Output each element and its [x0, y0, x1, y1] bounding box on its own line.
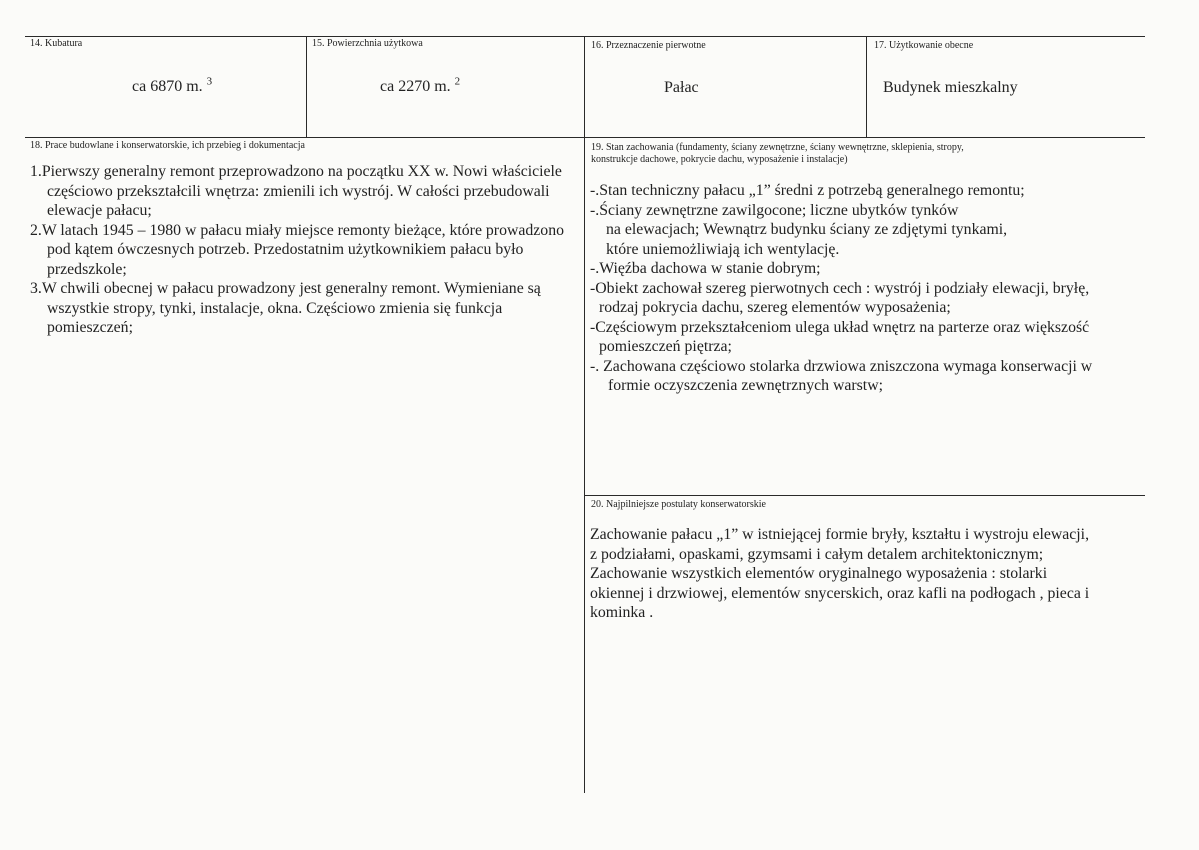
field-20-content — [590, 525, 1140, 623]
field-15-value — [380, 77, 460, 97]
field-18-label: 18. Prace budowlane i konserwatorskie, ich przebieg i dokumentacja — [30, 140, 305, 151]
field-19-line-5: -.Więźba dachowa w stanie dobrym; — [590, 260, 821, 277]
field-14-label: 14. Kubatura — [30, 38, 83, 49]
field-20-line-5: kominka . — [590, 604, 654, 621]
field-14-unit-exponent: 3 — [206, 75, 213, 88]
divider-16-17 — [866, 36, 867, 137]
field-17-label: 17. Użytkowanie obecne — [874, 40, 974, 51]
field-18-item-1: 1.Pierwszy generalny remont przeprowadzono na początku XX w. Nowi właściciele częściowo przekształcili wnętrza: zmienili ich wystrój. W całości przebudowali elewacje pałacu; — [30, 163, 562, 219]
field-19-line-2: -.Ściany zewnętrzne zawilgocone; liczne ubytków tynków — [590, 201, 959, 219]
field-20-label: 20. Najpilniejsze postulaty konserwatorskie — [591, 499, 766, 510]
field-18-content — [30, 162, 565, 338]
field-19-line-9: pomieszczeń piętrza; — [599, 338, 732, 355]
section-20-top-border — [584, 495, 1145, 496]
field-19-line-10: -. Zachowana częściowo stolarka drzwiowa zniszczona wymaga konserwacji w — [590, 357, 1093, 375]
field-19-line-7: rodzaj pokrycia dachu, szereg elementów wyposażenia; — [599, 299, 951, 316]
field-19-line-6: -Obiekt zachował szereg pierwotnych cech : wystrój i podziały elewacji, bryłę, — [590, 279, 1090, 297]
field-14-number: ca 6870 m. — [132, 78, 203, 95]
field-15-unit-exponent: 2 — [454, 75, 461, 88]
field-16-value: Pałac — [664, 79, 699, 96]
field-18-item-3: 3.W chwili obecnej w pałacu prowadzony jest generalny remont. Wymieniane są wszystkie stropy, tynki, instalacje, okna. Częściowo zmienia się funkcja pomieszczeń; — [30, 280, 541, 336]
field-20-line-3: Zachowanie wszystkich elementów oryginalnego wyposażenia : stolarki — [590, 565, 1048, 582]
field-19-line-1: -.Stan techniczny pałacu „1” średni z potrzebą generalnego remontu; — [590, 182, 1025, 199]
field-18-item-2: 2.W latach 1945 – 1980 w pałacu miały miejsce remonty bieżące, które prowadzono pod kątem ówczesnych potrzeb. Przedostatnim użytkownikiem pałacu było przedszkole; — [30, 221, 564, 278]
field-17-value: Budynek mieszkalny — [883, 79, 1018, 96]
field-19-label-line-2: konstrukcje dachowe, pokrycie dachu, wyposażenie i instalacje) — [591, 154, 848, 165]
divider-14-15 — [306, 36, 307, 137]
top-border — [25, 36, 1145, 37]
field-19-line-8: -Częściowym przekształceniom ulega układ wnętrz na parterze oraz większość — [590, 318, 1090, 336]
field-20-line-2: z podziałami, opaskami, gzymsami i całym detalem architektonicznym; — [590, 545, 1044, 563]
field-15-number: ca 2270 m. — [380, 78, 451, 95]
field-15-label: 15. Powierzchnia użytkowa — [312, 38, 423, 49]
field-19-line-3: na elewacjach; Wewnątrz budynku ściany ze zdjętymi tynkami, — [606, 221, 1008, 238]
field-19-content — [590, 181, 1140, 396]
field-20-line-4: okiennej i drzwiowej, elementów snycerskich, oraz kafli na podłogach , pieca i — [590, 584, 1090, 602]
field-19-line-11: formie oczyszczenia zewnętrznych warstw; — [608, 377, 883, 394]
header-row-bottom-border — [25, 137, 1145, 138]
field-20-line-1: Zachowanie pałacu „1” w istniejącej formie bryły, kształtu i wystroju elewacji, — [590, 526, 1090, 543]
field-14-value — [132, 77, 212, 97]
field-19-label-line-1: 19. Stan zachowania (fundamenty, ściany zewnętrzne, ściany wewnętrzne, sklepienia, stropy, — [591, 142, 964, 153]
divider-main — [584, 36, 585, 793]
field-19-line-4: które uniemożliwiają ich wentylację. — [606, 240, 840, 258]
field-16-label: 16. Przeznaczenie pierwotne — [591, 40, 706, 51]
